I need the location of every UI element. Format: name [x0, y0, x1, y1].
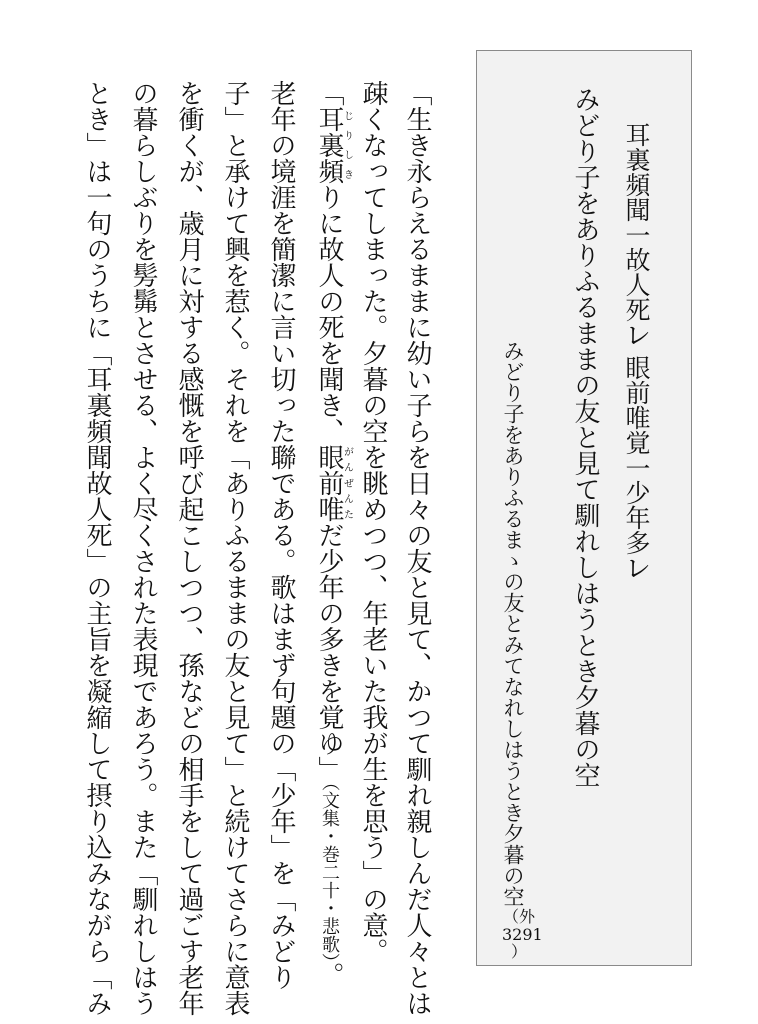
poem-number-close: ）	[510, 942, 527, 962]
ruby-base-1: 耳裏頻	[314, 106, 344, 184]
poem-number	[502, 907, 543, 962]
body-line-5: 子」と承けて興を惹く。それを「ありふるままの友と見て」と続けてさらに意表	[220, 80, 250, 1016]
source-note: （文集・巻二十・悲歌）	[319, 782, 340, 962]
body-line-6: を衝くが、歳月に対する感慨を呼び起こしつつ、孫などの相手をして過ごす老年	[174, 80, 204, 1016]
body-line-1: 「生き永らえるままに幼い子らを日々の友と見て、かつて馴れ親しんだ人々とは	[402, 80, 432, 1016]
poem-number-value: 3291	[502, 924, 543, 944]
poem-number-open: （外	[502, 907, 535, 926]
line3-mid1: りに故人の死を聞き、	[314, 184, 344, 444]
body-line-4: 老年の境涯を簡潔に言い切った聯である。歌はまず句題の「少年」を「みどり	[266, 80, 296, 990]
line3-mid2: だ少年の多きを覚ゆ」	[314, 522, 344, 782]
ruby-text-2: がんぜんた	[341, 444, 353, 522]
line3-open: 「	[314, 80, 344, 106]
body-line-8: とき」は一句のうちに「耳裏頻聞故人死」の主旨を凝縮して摂り込みながら「み	[82, 80, 112, 1016]
kanbun-verse: 耳裏頻聞㆒故人死㆑ 眼前唯覚㆒少年多㆑	[622, 122, 651, 580]
line3-end: 。	[314, 962, 344, 988]
ruby-ganzenta	[314, 444, 353, 522]
ruby-base-2: 眼前唯	[314, 444, 344, 522]
poem-reading: みどり子をありふるまゝの友とみてなれしはうとき夕暮の空	[501, 340, 525, 907]
ruby-jirishiki	[314, 106, 353, 184]
body-line-2: 疎くなってしまった。夕暮の空を眺めつつ、年老いた我が生を思う」の意。	[358, 80, 388, 964]
body-line-3	[316, 80, 352, 988]
poem-title: みどり子をありふるままの友と見て馴れしはうとき夕暮の空	[570, 86, 600, 788]
body-line-7: の暮らしぶりを髣髴とさせる、よく尽くされた表現であろう。また「馴れしはう	[128, 80, 158, 1016]
ruby-text-1: じりしき	[341, 106, 353, 184]
